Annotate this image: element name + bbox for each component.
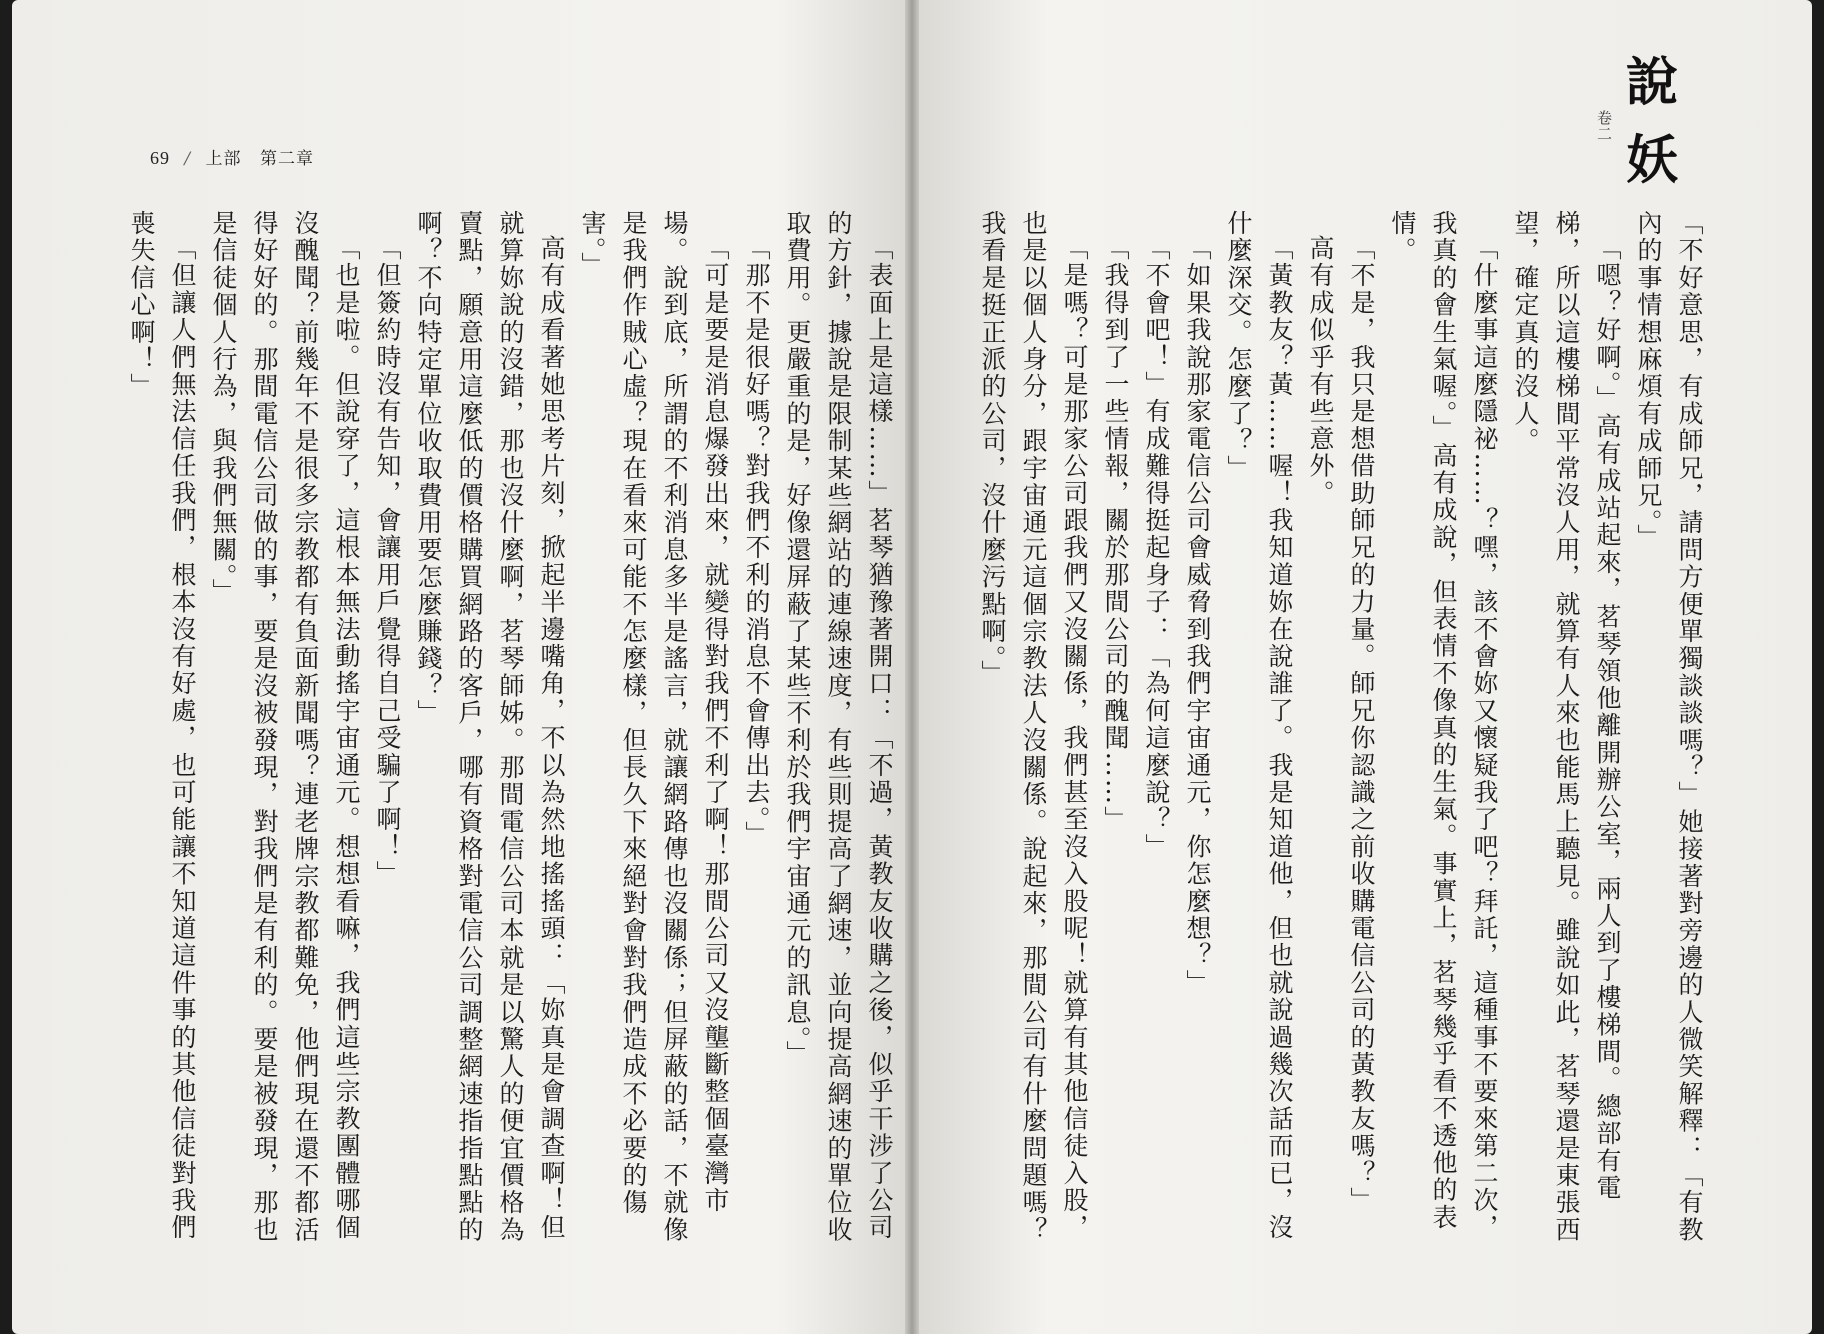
logo-char-1: 說 [1626, 52, 1679, 113]
paragraph: 「但簽約時沒有告知，會讓用戶覺得自己受騙了啊！」 [373, 235, 402, 888]
header-separator: / [184, 149, 192, 169]
book-gutter [905, 0, 919, 1334]
book-title-logo [1590, 40, 1710, 220]
paragraph: 「那不是很好嗎？對我們不利的消息不會傳出去。」 [742, 235, 771, 849]
paragraph: 「嗯？好啊。」高有成站起來，茗琴領他離開辦公室，兩人到了樓梯間。總部有電梯，所以這樓梯間平常沒人用，就算有人來也能馬上聽見。雖說如此，茗琴還是東張西望，確定真的沒人。 [1511, 210, 1622, 1244]
logo-char-2: 妖 [1626, 130, 1679, 191]
right-page-text [970, 210, 1710, 1250]
paragraph: 高有成似乎有些意外。 [1306, 235, 1335, 507]
paragraph: 「不好意思，有成師兄，請問方便單獨談談嗎？」她接著對旁邊的人微笑解釋：「有教內的事情想麻煩有成師兄。」 [1634, 210, 1704, 1244]
paragraph: 「可是要是消息爆發出來，就變得對我們不利了啊！那間公司又沒壟斷整個臺灣市場。說到底，所謂的不利消息多半是謠言，就讓網路傳也沒關係；但屏蔽的話，不就像是我們作賊心虛？現在看來可能不怎麼樣，但長久下來絕對會對我們造成不必要的傷害。」 [578, 210, 730, 1244]
paragraph: 「不是，我只是想借助師兄的力量。師兄你認識之前收購電信公司的黃教友嗎？」 [1347, 235, 1376, 1215]
running-head [150, 144, 314, 169]
paragraph: 「表面上是這樣……」茗琴猶豫著開口：「不過，黃教友收購之後，似乎干涉了公司的方針，據說是限制某些網站的連線速度，有些則提高了網速，並向提高網速的單位收取費用。更嚴重的是，好像還屏蔽了某些不利於我們宇宙通元的訊息。」 [783, 210, 894, 1244]
paragraph: 「但讓人們無法信任我們，根本沒有好處，也可能讓不知道這件事的其他信徒對我們喪失信心啊！」 [127, 210, 197, 1242]
part-label: 上部 [205, 149, 242, 169]
paragraph: 「不會吧！」有成難得挺起身子：「為何這麼說？」 [1142, 235, 1171, 861]
chapter-label: 第二章 [259, 149, 314, 169]
paragraph: 「我得到了一些情報，關於那間公司的醜聞……」 [1101, 235, 1130, 834]
paragraph: 高有成看著她思考片刻，掀起半邊嘴角，不以為然地搖搖頭：「妳真是會調查啊！但就算妳說的沒錯，那也沒什麼啊，茗琴師姊。那間電信公司本就是以驚人的便宜價格為賣點，願意用這麼低的價格購買網路的客戶，哪有資格對電信公司調整網速指指點點的啊？不向特定單位收取費用要怎麼賺錢？」 [414, 210, 566, 1244]
paragraph: 「如果我說那家電信公司會威脅到我們宇宙通元，你怎麼想？」 [1183, 235, 1212, 997]
left-page-text [127, 210, 900, 1250]
paragraph: 「也是啦。但說穿了，這根本無法動搖宇宙通元。想想看嘛，我們這些宗教團體哪個沒醜聞？前幾年不是很多宗教都有負面新聞嗎？連老牌宗教都難免，他們現在還不都活得好好的。那間電信公司做的事，要是沒被發現，對我們是有利的。要是被發現，那也是信徒個人行為，與我們無關。」 [209, 210, 361, 1244]
paragraph: 「什麼事這麼隱祕……？嘿，該不會妳又懷疑我了吧？拜託，這種事不要來第二次，我真的會生氣喔。」高有成說，但表情不像真的生氣。事實上，茗琴幾乎看不透他的表情。 [1388, 210, 1499, 1242]
paragraph: 「黃教友？黃……喔！我知道妳在說誰了。我是知道他，但也就說過幾次話而已，沒什麼深交。怎麼了？」 [1224, 210, 1294, 1242]
paragraph: 「是嗎？可是那家公司跟我們又沒關係，我們甚至沒入股呢！就算有其他信徒入股，也是以個人身分，跟宇宙通元這個宗教法人沒關係。說起來，那間公司有什麼問題嗎？我看是挺正派的公司，沒什麼污點啊。」 [978, 210, 1089, 1244]
volume-label: 卷二 [1595, 110, 1613, 142]
page-number: 69 [150, 148, 170, 168]
